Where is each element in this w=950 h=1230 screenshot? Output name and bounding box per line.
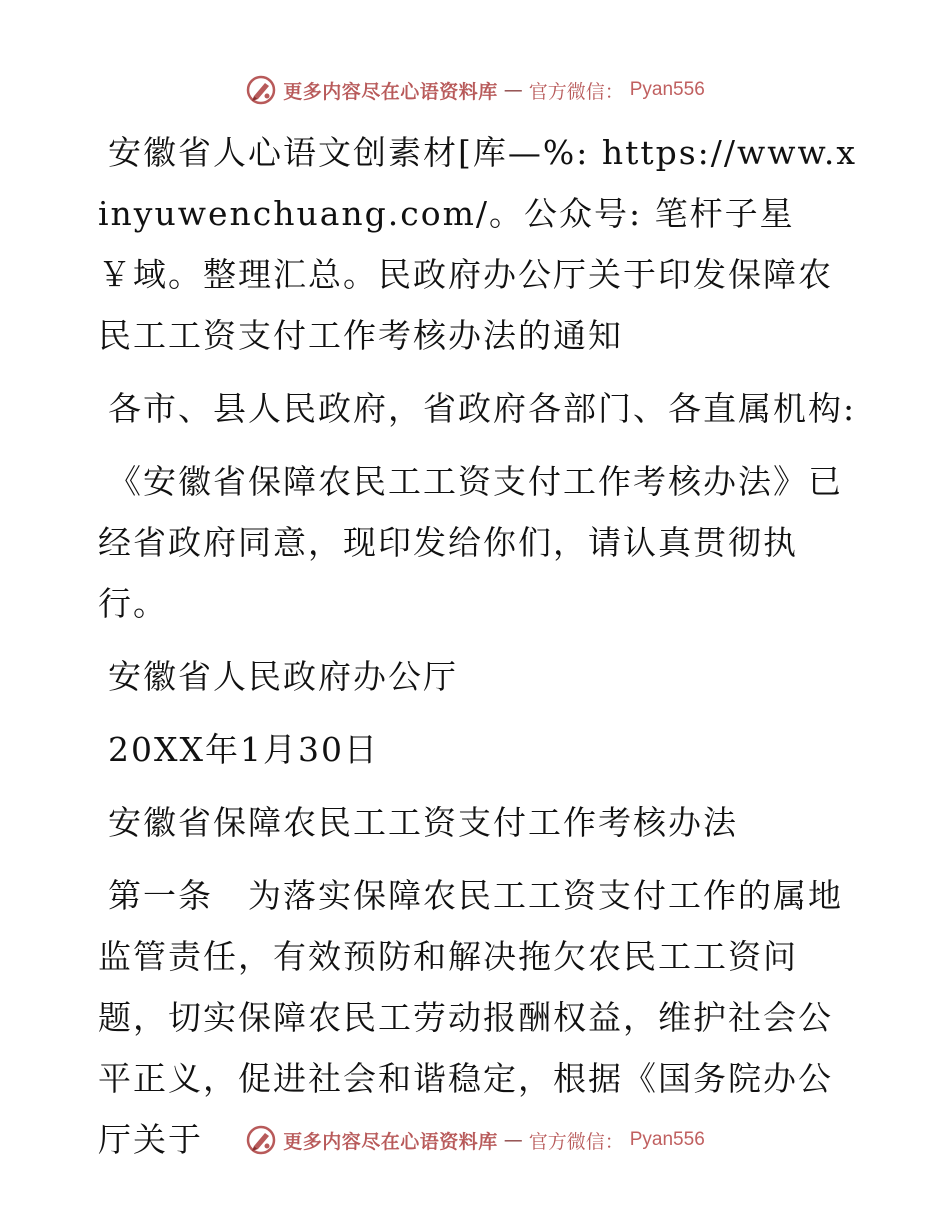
paragraph-text: 安徽省保障农民工工资支付工作考核办法	[108, 803, 738, 842]
banner-main-text: 更多内容尽在心语资料库	[283, 80, 498, 103]
paragraph-text: 第一条 为落实保障农民工工资支付工作的属地监管责任，有效预防和解决拖欠农民工工资问题，切实保障农民工劳动报酬权益，维护社会公平正义，促进社会和谐稳定，根据《国务院办公厅关于	[98, 876, 843, 1159]
paragraph-issuer	[98, 646, 858, 707]
pen-logo-icon	[245, 1124, 277, 1156]
banner-wechat-id: Pyan556	[629, 79, 705, 100]
banner-wechat-id: Pyan556	[629, 1129, 705, 1150]
paragraph-date	[98, 719, 858, 780]
banner-content	[245, 1124, 705, 1156]
paragraph-text: 各市、县人民政府，省政府各部门、各直属机构:	[108, 389, 857, 428]
document-body	[98, 122, 858, 1182]
header-banner	[0, 70, 950, 110]
paragraph-text: 《安徽省保障农民工工资支付工作考核办法》已经省政府同意，现印发给你们，请认真贯彻执行。	[98, 462, 843, 623]
paragraph-text: 安徽省人心语文创素材[库—%: https://www.xinyuwenchuang.com/。公众号: 笔杆子星￥域。整理汇总。民政府办公厅关于印发保障农民工工资支付工作考核办法的通知	[98, 133, 857, 355]
banner-separator: —	[503, 1129, 523, 1151]
paragraph-intro	[98, 122, 858, 366]
footer-banner	[0, 1120, 950, 1160]
banner-main-text: 更多内容尽在心语资料库	[283, 1130, 498, 1153]
paragraph-addressee	[98, 378, 858, 439]
banner-separator: —	[503, 79, 523, 101]
banner-wechat-label: 官方微信：	[528, 80, 624, 103]
paragraph-notice	[98, 451, 858, 634]
paragraph-title	[98, 792, 858, 853]
pen-logo-icon	[245, 74, 277, 106]
paragraph-text: 安徽省人民政府办公厅	[108, 657, 458, 696]
banner-wechat-label: 官方微信：	[528, 1130, 624, 1153]
paragraph-text: 20XX年1月30日	[108, 730, 379, 769]
banner-content	[245, 74, 705, 106]
